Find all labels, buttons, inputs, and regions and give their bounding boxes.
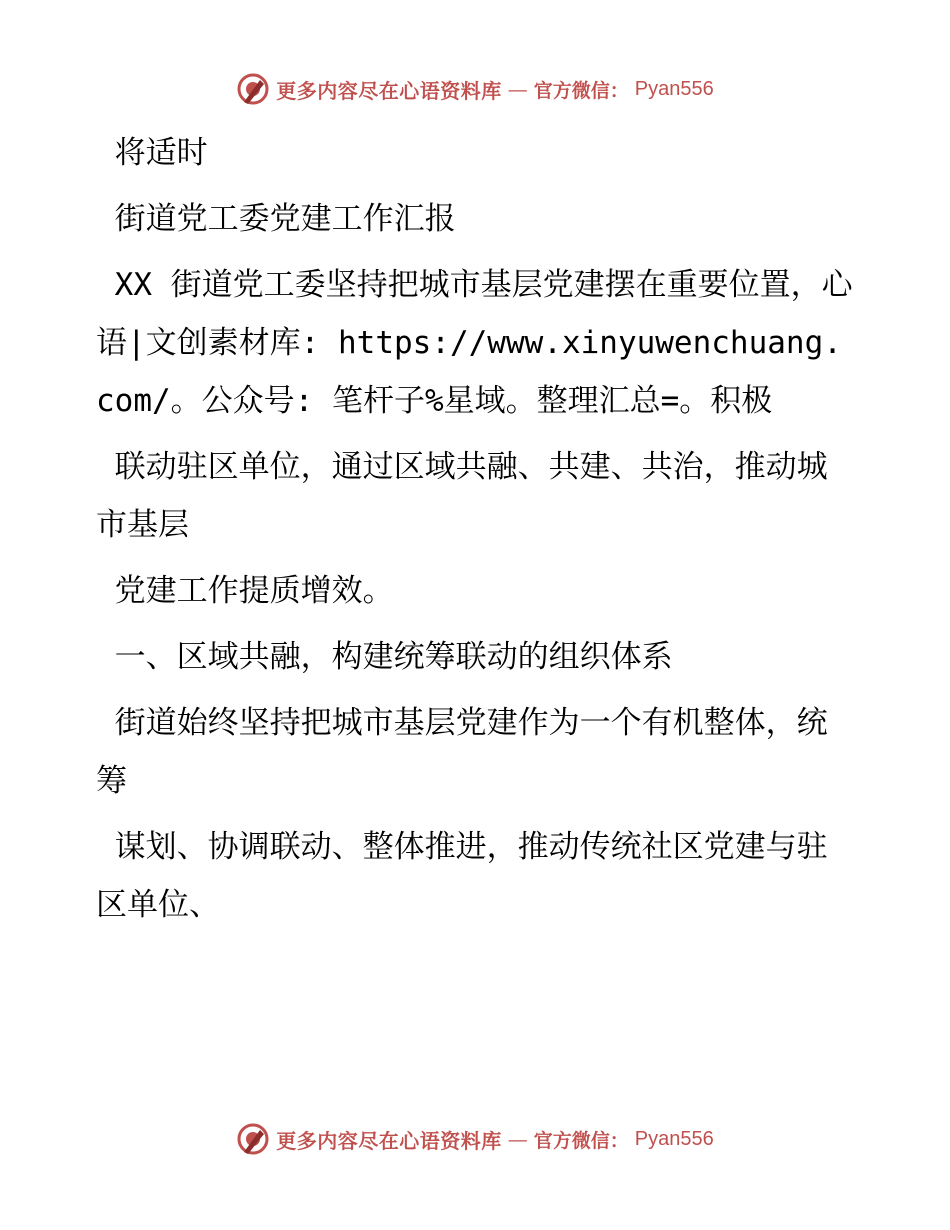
- header-wechat-id: Pyan556: [634, 77, 714, 100]
- paragraph-8: 谋划、协调联动、整体推进，推动传统社区党建与驻区单位、: [96, 829, 828, 923]
- header-brand-text: 更多内容尽在心语资料库: [276, 78, 502, 103]
- footer-brand-text: 更多内容尽在心语资料库: [276, 1128, 502, 1153]
- paragraph-2: 街道党工委党建工作汇报: [96, 201, 456, 237]
- paragraph-5: 党建工作提质增效。: [96, 573, 394, 609]
- document-body: [96, 124, 856, 942]
- footer-wechat-label: 官方微信：: [533, 1129, 629, 1152]
- header-wechat-label: 官方微信：: [533, 79, 629, 102]
- paragraph-4: 联动驻区单位，通过区域共融、共建、共治，推动城市基层: [96, 449, 828, 543]
- paragraph-1: 将适时: [96, 135, 208, 171]
- paragraph-6: 一、区域共融，构建统筹联动的组织体系: [96, 639, 673, 675]
- header-banner: [0, 72, 950, 106]
- footer-banner: [0, 1122, 950, 1156]
- quill-logo-icon: [236, 1122, 270, 1156]
- paragraph-3: XX 街道党工委坚持把城市基层党建摆在重要位置，心语|文创素材库: https://www.xinyuwenchuang.com/。公众号: 笔杆子%星域。整理汇总=。积极: [96, 267, 853, 419]
- header-dash: —: [507, 77, 528, 101]
- footer-wechat-id: Pyan556: [634, 1127, 714, 1150]
- quill-logo-icon: [236, 72, 270, 106]
- paragraph-7: 街道始终坚持把城市基层党建作为一个有机整体，统筹: [96, 705, 828, 799]
- footer-dash: —: [507, 1127, 528, 1151]
